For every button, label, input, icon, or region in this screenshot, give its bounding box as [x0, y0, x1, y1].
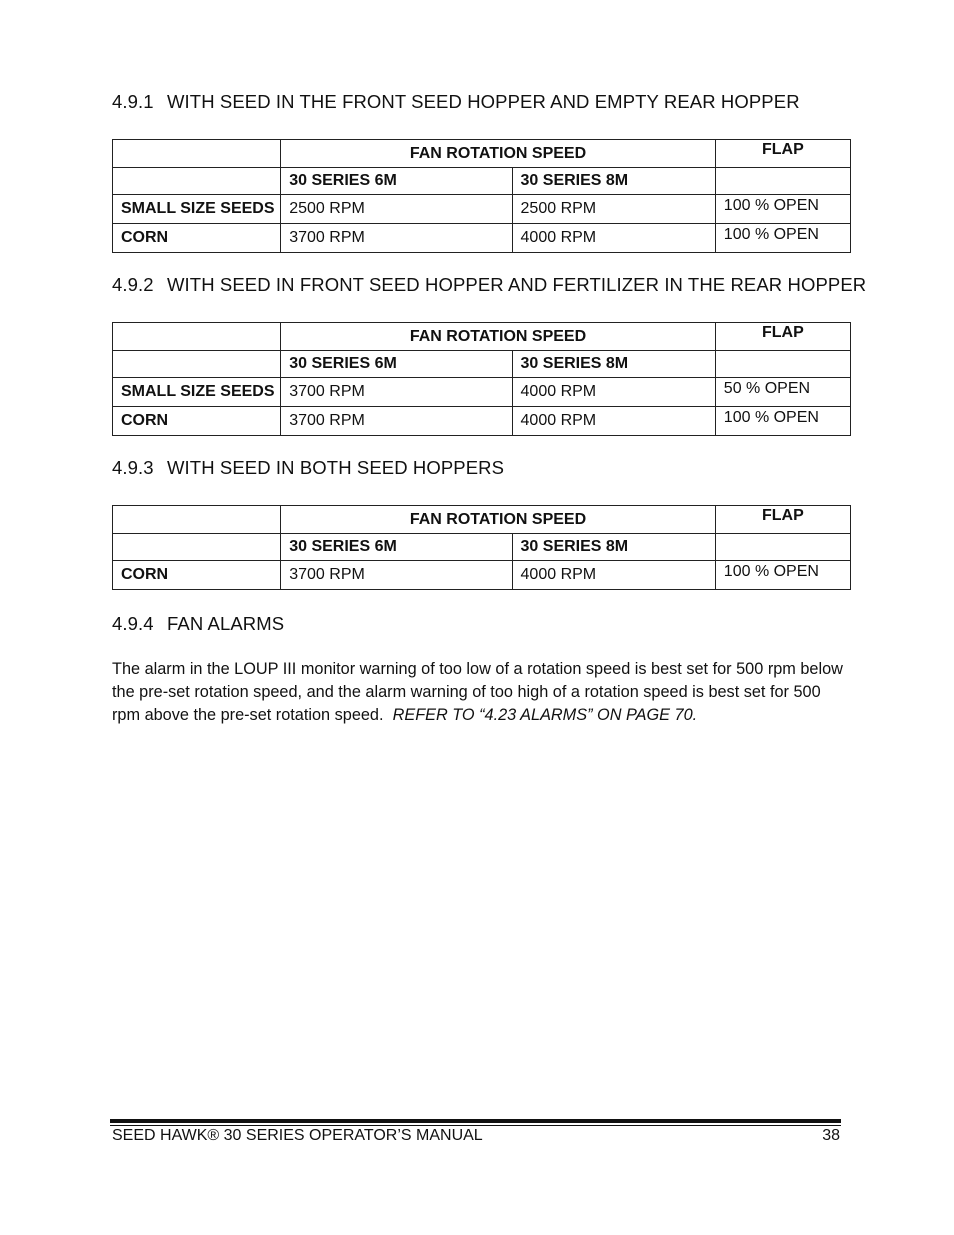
speed-6m: 3700 RPM: [281, 561, 512, 590]
speed-6m: 2500 RPM: [281, 195, 512, 224]
empty-cell: [113, 351, 281, 378]
table-header-row: [113, 323, 851, 351]
footer-manual-title: SEED HAWK® 30 SERIES OPERATOR’S MANUAL: [112, 1127, 483, 1144]
flap-value: 100 % OPEN: [715, 561, 850, 590]
alarm-reference-link[interactable]: REFER TO “4.23 ALARMS” ON PAGE 70.: [392, 706, 698, 724]
section-heading-4-9-1: [112, 91, 800, 113]
row-label: CORN: [113, 407, 281, 436]
fan-speed-table-4-9-3: [112, 505, 851, 590]
fan-rotation-speed-header: FAN ROTATION SPEED: [281, 323, 716, 351]
speed-8m: 2500 RPM: [512, 195, 715, 224]
empty-cell: [113, 140, 281, 168]
section-number: 4.9.4: [112, 613, 154, 634]
table-subheader-row: [113, 351, 851, 378]
flap-value: 100 % OPEN: [715, 195, 850, 224]
fan-rotation-speed-header: FAN ROTATION SPEED: [281, 140, 716, 168]
flap-header: FLAP: [715, 140, 850, 168]
row-label: CORN: [113, 561, 281, 590]
series-6m-header: 30 SERIES 6M: [281, 168, 512, 195]
empty-cell: [715, 168, 850, 195]
flap-value: 50 % OPEN: [715, 378, 850, 407]
table-header-row: [113, 140, 851, 168]
series-6m-header: 30 SERIES 6M: [281, 534, 512, 561]
fan-speed-table-4-9-1: [112, 139, 851, 253]
section-number: 4.9.2: [112, 274, 154, 295]
footer-page-number: 38: [822, 1127, 840, 1144]
fan-rotation-speed-header: FAN ROTATION SPEED: [281, 506, 716, 534]
row-label: SMALL SIZE SEEDS: [113, 195, 281, 224]
speed-8m: 4000 RPM: [512, 407, 715, 436]
table-subheader-row: [113, 534, 851, 561]
empty-cell: [113, 323, 281, 351]
speed-6m: 3700 RPM: [281, 378, 512, 407]
empty-cell: [715, 534, 850, 561]
section-title: WITH SEED IN THE FRONT SEED HOPPER AND EMPTY REAR HOPPER: [167, 91, 800, 112]
series-8m-header: 30 SERIES 8M: [512, 351, 715, 378]
section-heading-4-9-4: [112, 613, 284, 635]
speed-8m: 4000 RPM: [512, 561, 715, 590]
fan-speed-table-4-9-2: [112, 322, 851, 436]
empty-cell: [113, 168, 281, 195]
section-number: 4.9.1: [112, 91, 154, 112]
table-row: [113, 561, 851, 590]
section-title: WITH SEED IN BOTH SEED HOPPERS: [167, 457, 505, 478]
empty-cell: [113, 534, 281, 561]
footer-divider-thin: [110, 1125, 841, 1126]
empty-cell: [715, 351, 850, 378]
section-heading-4-9-3: [112, 457, 504, 479]
empty-cell: [113, 506, 281, 534]
speed-8m: 4000 RPM: [512, 378, 715, 407]
table-header-row: [113, 506, 851, 534]
flap-value: 100 % OPEN: [715, 407, 850, 436]
alarm-text: The alarm in the LOUP III monitor warning of too low of a rotation speed is best set for 500 rpm below the pre-set rotation speed, and the alarm warning of too high of a rotation speed is best set for 500 rpm above the pre-set rotation speed.: [112, 660, 843, 724]
speed-6m: 3700 RPM: [281, 407, 512, 436]
section-number: 4.9.3: [112, 457, 154, 478]
speed-6m: 3700 RPM: [281, 224, 512, 253]
section-heading-4-9-2: [112, 274, 866, 296]
table-subheader-row: [113, 168, 851, 195]
table-row: [113, 195, 851, 224]
flap-header: FLAP: [715, 323, 850, 351]
row-label: SMALL SIZE SEEDS: [113, 378, 281, 407]
footer-divider-thick: [110, 1119, 841, 1123]
fan-alarms-paragraph: [112, 658, 852, 727]
series-8m-header: 30 SERIES 8M: [512, 534, 715, 561]
series-8m-header: 30 SERIES 8M: [512, 168, 715, 195]
flap-value: 100 % OPEN: [715, 224, 850, 253]
section-title: WITH SEED IN FRONT SEED HOPPER AND FERTILIZER IN THE REAR HOPPER: [167, 274, 867, 295]
table-row: [113, 378, 851, 407]
speed-8m: 4000 RPM: [512, 224, 715, 253]
table-row: [113, 407, 851, 436]
row-label: CORN: [113, 224, 281, 253]
table-row: [113, 224, 851, 253]
series-6m-header: 30 SERIES 6M: [281, 351, 512, 378]
section-title: FAN ALARMS: [167, 613, 285, 634]
flap-header: FLAP: [715, 506, 850, 534]
